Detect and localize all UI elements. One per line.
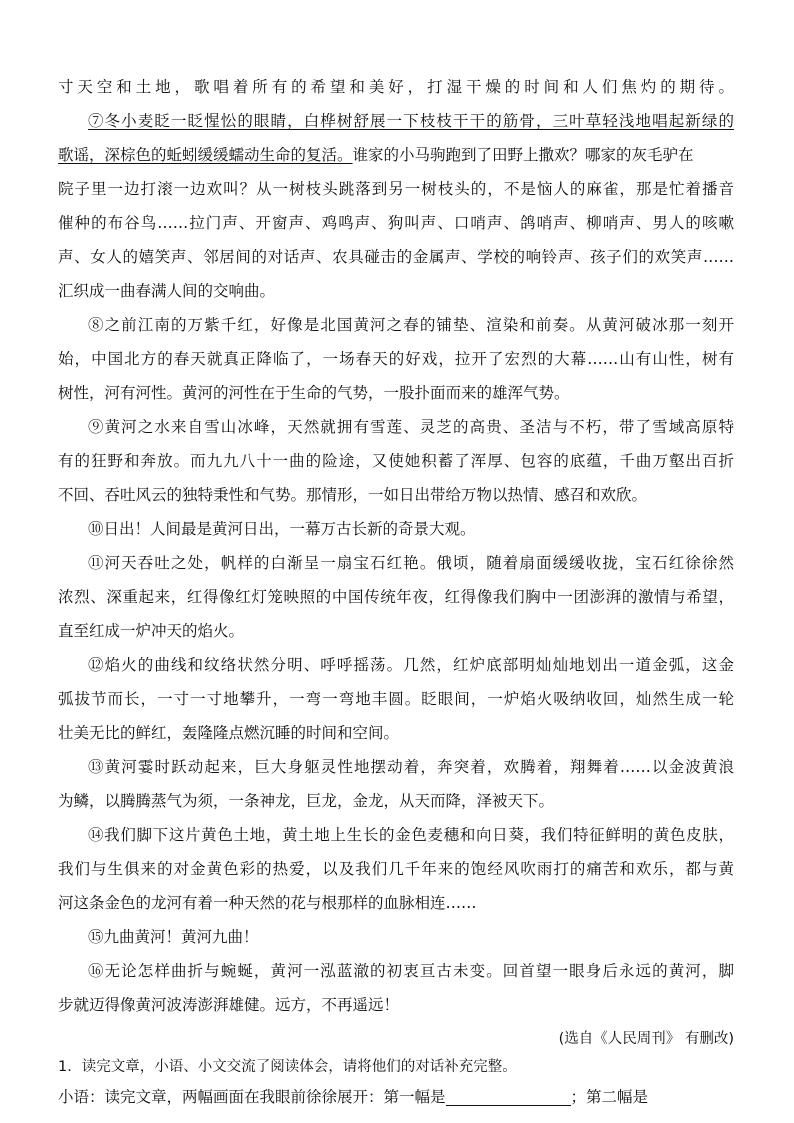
text-line: ⑬黄河霎时跃动起来，巨大身躯灵性地摆动着，奔突着，欢腾着，翔舞着……以金波黄浪 bbox=[88, 758, 734, 776]
underlined-text-line: ⑦冬小麦眨一眨惺忪的眼睛，白桦树舒展一下枝枝干干的筋骨，三叶草轻浅地唱起新绿的 bbox=[88, 112, 734, 130]
text-line: 汇织成一曲春满人间的交响曲。 bbox=[58, 282, 276, 300]
text-line: ⑭我们脚下这片黄色土地，黄土地上生长的金色麦穗和向日葵，我们特征鲜明的黄色皮肤， bbox=[88, 826, 734, 844]
text-line bbox=[58, 140, 734, 170]
text-line: 寸天空和土地，歌唱着所有的希望和美好，打湿干燥的时间和人们焦灼的期待。 bbox=[58, 78, 734, 96]
text-run: 谁家的小马驹跑到了田野上撒欢？哪家的灰毛驴在 bbox=[352, 146, 694, 164]
text-line: ⑩日出！人间最是黄河日出，一幕万古长新的奇景大观。 bbox=[88, 520, 476, 538]
text-line: 直至红成一炉冲天的焰火。 bbox=[58, 622, 245, 640]
text-line: ⑧之前江南的万紫千红，好像是北国黄河之春的铺垫、渲染和前奏。从黄河破冰那一刻开 bbox=[88, 316, 734, 334]
answer-blank-1[interactable] bbox=[446, 1087, 571, 1106]
text-line: 步就迈得像黄河波涛澎湃雄健。远方，不再遥远！ bbox=[58, 996, 400, 1014]
text-line: 弧拔节而长，一寸一寸地攀升，一弯一弯地丰圆。眨眼间，一炉焰火吸纳收回，灿然生成一轮 bbox=[58, 690, 734, 708]
text-line: 为鳞，以腾腾蒸气为须，一条神龙，巨龙，金龙，从天而降，泽被天下。 bbox=[58, 792, 555, 810]
text-line: 浓烈、深重起来，红得像红灯笼映照的中国传统年夜，红得像我们胸中一团澎湃的激情与希望， bbox=[58, 588, 734, 606]
text-line: 不回、吞吐风云的独特秉性和气势。那情形，一如日出带给万物以热情、感召和欢欣。 bbox=[58, 486, 648, 504]
text-line: 院子里一边打滚一边欢叫？从一树枝头跳落到另一树枝头的，不是恼人的麻雀，那是忙着播音 bbox=[58, 180, 734, 198]
text-line: 有的狂野和奔放。而九九八十一曲的险途，又使她积蓄了浑厚、包容的底蕴，千曲万壑出百折 bbox=[58, 452, 734, 470]
text-line: 始，中国北方的春天就真正降临了，一场春天的好戏，拉开了宏烈的大幕……山有山性，树有 bbox=[58, 350, 734, 368]
question-text: 1．读完文章，小语、小文交流了阅读体会，请将他们的对话补充完整。 bbox=[58, 1059, 517, 1075]
answer-line bbox=[58, 1082, 734, 1112]
text-line: 催种的布谷鸟……拉门声、开窗声、鸡鸣声、狗叫声、口哨声、鸽哨声、柳哨声、男人的咳嗽 bbox=[58, 214, 734, 232]
text-line: 我们与生俱来的对金黄色彩的热爱，以及我们几千年来的饱经风吹雨打的痛苦和欢乐，都与黄 bbox=[58, 860, 734, 878]
underlined-text: 歌谣，深棕色的蚯蚓缓缓蠕动生命的复活。 bbox=[58, 146, 353, 164]
text-line: ⑨黄河之水来自雪山冰峰，天然就拥有雪莲、灵芝的高贵、圣洁与不朽，带了雪域高原特 bbox=[88, 418, 734, 436]
answer-mid: ；第二幅是 bbox=[570, 1088, 649, 1106]
text-line: 树性，河有河性。黄河的河性在于生命的气势，一股扑面而来的雄浑气势。 bbox=[58, 384, 570, 402]
text-line: ⑪河天吞吐之处，帆样的白渐呈一扇宝石红艳。俄顷，随着扇面缓缓收拢，宝石红徐徐然 bbox=[88, 554, 734, 572]
text-line: 河这条金色的龙河有着一种天然的花与根那样的血脉相连…… bbox=[58, 894, 477, 912]
text-line: 声、女人的嬉笑声、邻居间的对话声、农具碰击的金属声、学校的响铃声、孩子们的欢笑声…… bbox=[58, 248, 734, 266]
source-citation: (选自《人民周刊》 有删改) bbox=[558, 1031, 734, 1047]
text-line: ⑫焰火的曲线和纹络状然分明、呼呼摇荡。几然，红炉底部明灿灿地划出一道金弧，这金 bbox=[88, 656, 734, 674]
answer-prefix: 小语：读完文章，两幅画面在我眼前徐徐展开：第一幅是 bbox=[58, 1088, 446, 1106]
text-line: 壮美无比的鲜红，轰隆隆点燃沉睡的时间和空间。 bbox=[58, 724, 400, 742]
text-line: ⑯无论怎样曲折与蜿蜒，黄河一泓蓝澈的初衷亘古未变。回首望一眼身后永远的黄河，脚 bbox=[88, 962, 734, 980]
text-line: ⑮九曲黄河！黄河九曲！ bbox=[88, 928, 259, 946]
